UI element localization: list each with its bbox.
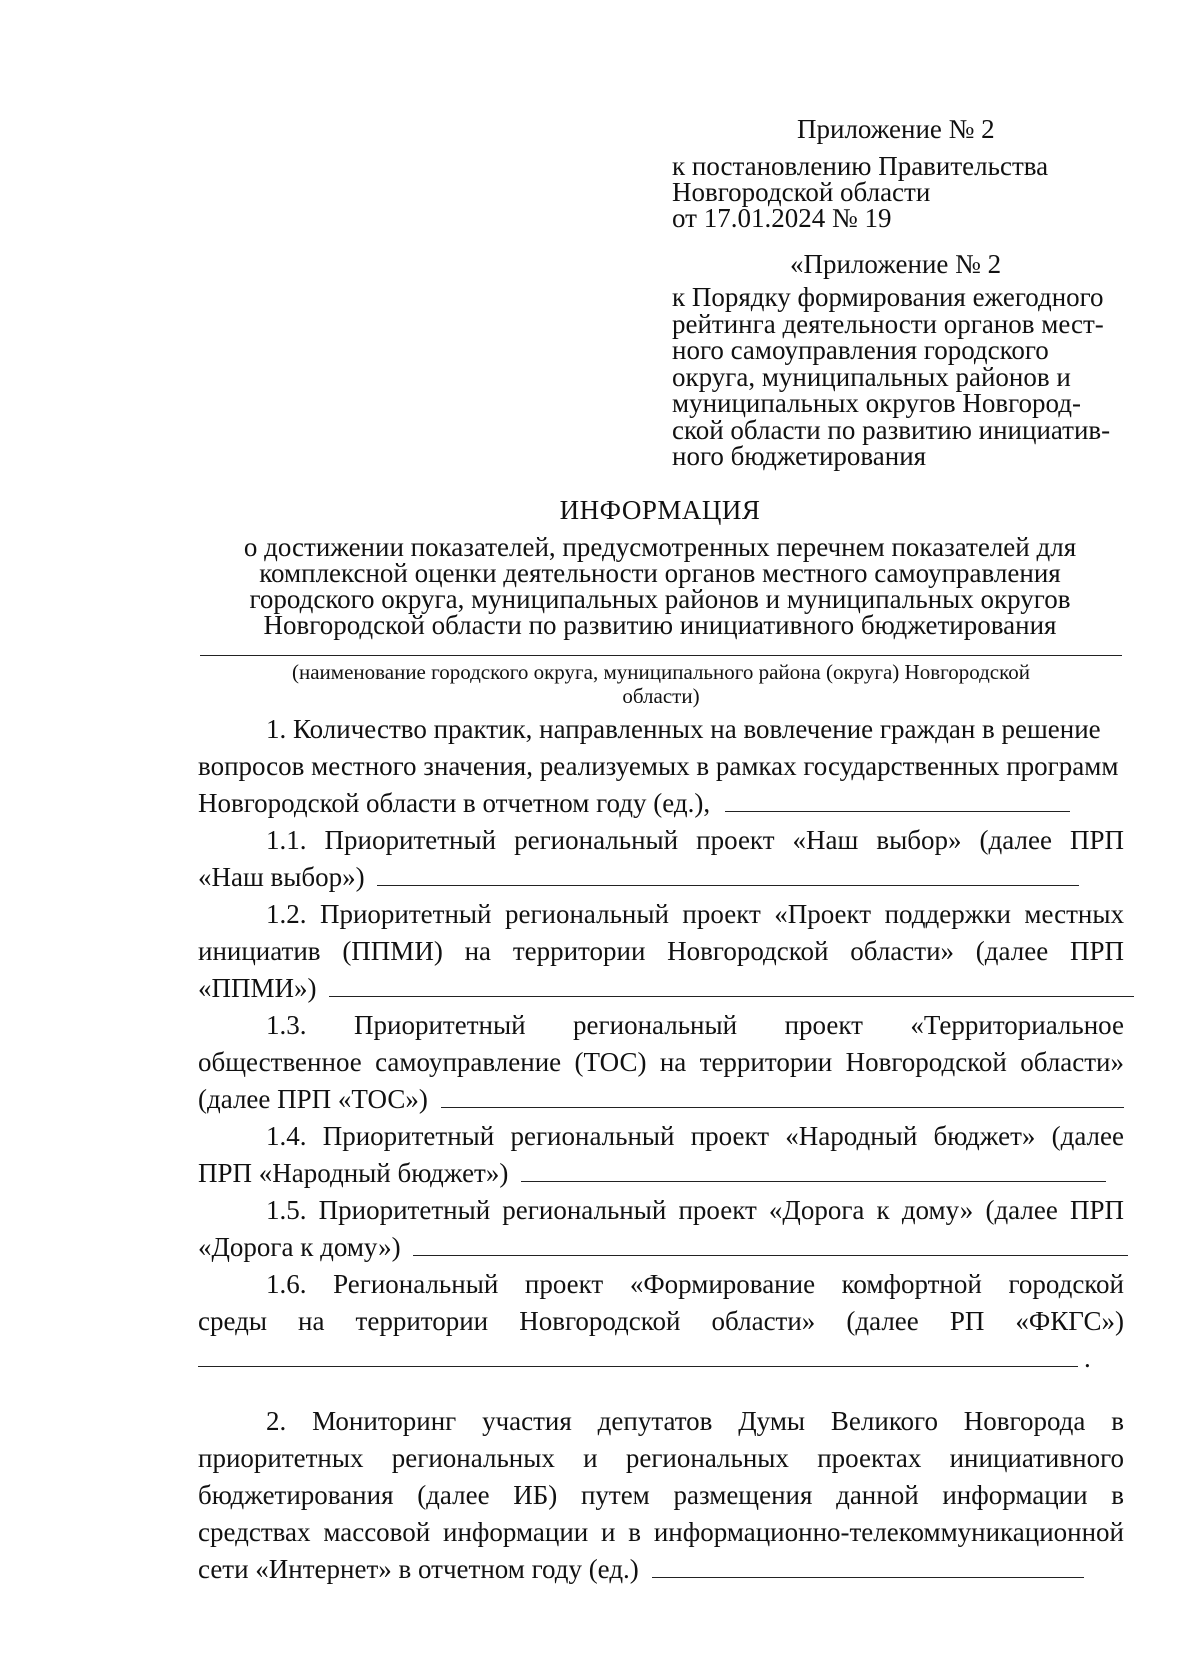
inner-appendix-line: ного бюджетирования	[672, 441, 927, 471]
item-1-4-answer-blank[interactable]	[521, 1159, 1106, 1182]
item-1-6	[198, 1266, 1124, 1377]
item-2-line: сети «Интернет» в отчетном году (ед.)	[198, 1554, 639, 1584]
inner-appendix-line: рейтинга деятельности органов мест-	[672, 308, 1104, 339]
item-2-line: бюджетирования (далее ИБ) путем размещения данной информации в	[198, 1480, 1124, 1510]
item-1-1	[198, 822, 1124, 896]
caption-line: области)	[622, 684, 700, 708]
item-1-4-line: ПРП «Народный бюджет»)	[198, 1158, 509, 1188]
inner-appendix-line: к Порядку формирования ежегодного	[672, 282, 1104, 312]
item-1-6-answer-blank[interactable]	[198, 1344, 1078, 1367]
item-1-3-line: общественное самоуправление (ТОС) на территории Новгородской области»	[198, 1047, 1124, 1077]
item-1-4-last-line	[198, 1155, 1124, 1192]
item-1-4-line: 1.4. Приоритетный региональный проект «Народный бюджет» (далее	[266, 1121, 1124, 1151]
appendix-reference-line: Новгородской области	[672, 177, 931, 207]
caption-line: (наименование городского округа, муниципального района (округа) Новгородской	[291, 660, 1030, 684]
item-1-last-line	[198, 785, 1124, 822]
item-1-2-line: «ППМИ»)	[198, 973, 317, 1003]
subtitle-line: Новгородской области по развитию инициативного бюджетирования	[263, 610, 1057, 640]
municipality-name-blank[interactable]	[200, 655, 1122, 656]
item-1	[198, 711, 1124, 822]
inner-appendix-reference	[672, 284, 1142, 470]
item-1-line: 1. Количество практик, направленных на вовлечение граждан в решение	[266, 714, 1101, 744]
item-1-6-end-mark: .	[1084, 1343, 1091, 1373]
inner-appendix-line: ного самоуправления городского	[672, 335, 1049, 365]
item-1-1-line: 1.1. Приоритетный региональный проект «Наш выбор» (далее ПРП	[266, 825, 1124, 855]
item-1-3-line: (далее ПРП «ТОС»)	[198, 1084, 428, 1114]
item-1-1-last-line	[198, 859, 1124, 896]
item-1-6-line: среды на территории Новгородской области» (далее РП «ФКГС»)	[198, 1306, 1124, 1336]
item-1-3-line: 1.3. Приоритетный региональный проект «Территориальное	[266, 1010, 1124, 1040]
item-1-1-answer-blank[interactable]	[377, 863, 1079, 886]
item-1-5	[198, 1192, 1124, 1266]
item-1-3	[198, 1007, 1124, 1118]
subtitle-line: комплексной оценки деятельности органов местного самоуправления	[259, 558, 1061, 588]
appendix-title: Приложение № 2	[797, 114, 995, 144]
item-1-2	[198, 896, 1124, 1007]
inner-appendix-line: ской области по развитию инициатив-	[672, 414, 1111, 445]
document-body	[198, 711, 1124, 1588]
subtitle-line: о достижении показателей, предусмотренных перечнем показателей для	[243, 532, 1077, 562]
inner-appendix-line: округа, муниципальных районов и	[672, 361, 1071, 392]
item-1-5-line: «Дорога к дому»)	[198, 1232, 401, 1262]
document-title: ИНФОРМАЦИЯ	[559, 495, 761, 525]
item-2-last-line	[198, 1551, 1124, 1588]
item-2-answer-blank[interactable]	[652, 1555, 1084, 1578]
item-1-answer-blank[interactable]	[725, 789, 1070, 812]
item-1-line: вопросов местного значения, реализуемых в рамках государственных программ	[198, 751, 1119, 781]
item-1-6-line: 1.6. Региональный проект «Формирование комфортной городской	[266, 1269, 1124, 1299]
item-1-3-answer-blank[interactable]	[441, 1085, 1124, 1108]
item-1-line: Новгородской области в отчетном году (ед.),	[198, 788, 711, 818]
document-subtitle	[200, 534, 1120, 638]
appendix-reference-line: к постановлению Правительства	[672, 151, 1049, 181]
item-1-6-last-line	[198, 1340, 1124, 1377]
item-1-2-line: инициатив (ППМИ) на территории Новгородской области» (далее ПРП	[198, 936, 1124, 966]
item-1-5-last-line	[198, 1229, 1124, 1266]
item-1-2-line: 1.2. Приоритетный региональный проект «Проект поддержки местных	[266, 899, 1124, 929]
item-1-1-line: «Наш выбор»)	[198, 862, 365, 892]
appendix-reference	[672, 153, 1048, 231]
inner-appendix-title: «Приложение № 2	[790, 249, 1002, 279]
item-2-line: приоритетных региональных и региональных проектах инициативного	[198, 1443, 1124, 1473]
item-1-5-answer-blank[interactable]	[413, 1233, 1128, 1256]
appendix-reference-line: от 17.01.2024 № 19	[672, 203, 892, 233]
inner-appendix-line: муниципальных округов Новгород-	[672, 388, 1081, 418]
item-1-5-line: 1.5. Приоритетный региональный проект «Дорога к дому» (далее ПРП	[266, 1195, 1124, 1225]
item-1-2-answer-blank[interactable]	[329, 974, 1134, 997]
item-1-3-last-line	[198, 1081, 1124, 1118]
item-2-line: 2. Мониторинг участия депутатов Думы Великого Новгорода в	[266, 1406, 1124, 1436]
item-2	[198, 1403, 1124, 1588]
section-gap	[198, 1377, 1124, 1403]
item-1-2-last-line	[198, 970, 1124, 1007]
subtitle-line: городского округа, муниципальных районов и муниципальных округов	[249, 584, 1071, 614]
item-2-line: средствах массовой информации и в информационно-телекоммуникационной	[198, 1517, 1124, 1547]
municipality-name-caption	[200, 660, 1122, 708]
item-1-4	[198, 1118, 1124, 1192]
